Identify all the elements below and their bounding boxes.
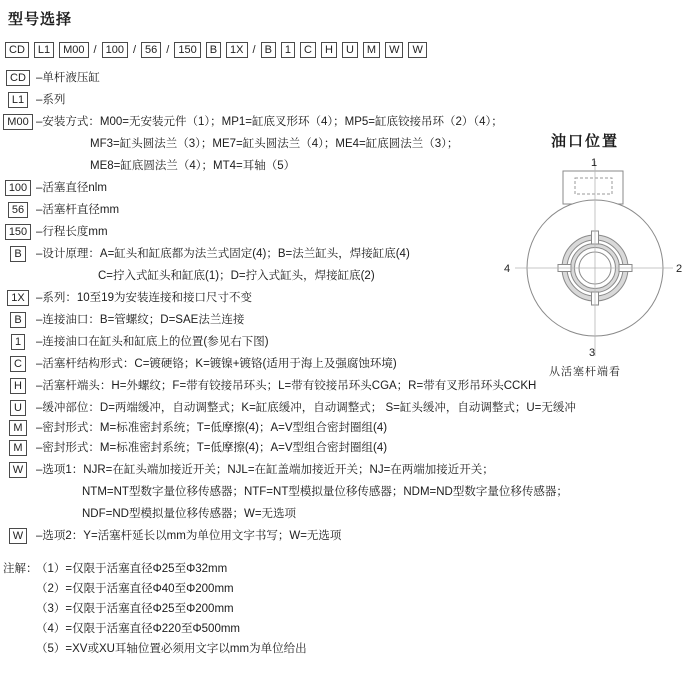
note-line: （2）=仅限于活塞直径Φ40至Φ200mm	[36, 583, 234, 595]
code-box: 56	[141, 42, 161, 58]
code-separator: /	[132, 44, 137, 56]
legend-text: –密封形式：M=标准密封系统；T=低摩擦(4)；A=V型组合密封圈组(4)	[36, 442, 388, 454]
code-box: L1	[34, 42, 54, 58]
legend-code-box: 100	[5, 180, 31, 196]
legend-text: MF3=缸头圆法兰（3）；ME7=缸头圆法兰（4）；ME4=缸底圆法兰（3）；	[90, 138, 459, 150]
code-box: 100	[102, 42, 128, 58]
note-line: （3）=仅限于活塞直径Φ25至Φ200mm	[36, 603, 234, 615]
code-box: B	[261, 42, 276, 58]
legend-code-box: M00	[3, 114, 32, 130]
code-box: M	[363, 42, 380, 58]
legend-code-box: 1	[11, 334, 25, 350]
legend-code-box: M	[9, 440, 26, 456]
legend-text: –活塞直径nlm	[36, 182, 107, 194]
note-line: （4）=仅限于活塞直径Φ220至Φ500mm	[36, 623, 240, 635]
legend-text: –选项1：NJR=在缸头端加接近开关；NJL=在缸盖端加接近开关；NJ=在两端加接近开关；	[36, 464, 494, 476]
legend-code-box: B	[10, 312, 25, 328]
model-code	[5, 42, 690, 58]
legend-text: –密封形式：M=标准密封系统；T=低摩擦(4)；A=V型组合密封圈组(4)	[36, 422, 388, 434]
port-label-4: 4	[503, 263, 511, 275]
code-box: 150	[174, 42, 200, 58]
code-box: M00	[59, 42, 88, 58]
legend-text: C=拧入式缸头和缸底(1)；D=拧入式缸头，焊接缸底(2)	[98, 270, 375, 282]
notes-label: 注解：	[3, 563, 38, 575]
legend-text: NTM=NT型数字量位移传感器；NTF=NT型模拟量位移传感器；NDM=ND型数字量位移传感器；	[82, 486, 568, 498]
legend-text: ME8=缸底圆法兰（4）；MT4=耳轴（5）	[90, 160, 296, 172]
document-page	[0, 8, 690, 659]
legend-code-box: 1X	[7, 290, 28, 306]
legend-text: –连接油口在缸头和缸底上的位置(参见右下图)	[36, 336, 269, 348]
port-block	[563, 171, 623, 204]
page-title: 型号选择	[8, 11, 73, 28]
legend-text: –连接油口：B=管螺纹；D=SAE法兰连接	[36, 314, 245, 326]
legend-text: –缓冲部位：D=两端缓冲，自动调整式；K=缸底缓冲，自动调整式； S=缸头缓冲，自动调整式；U=无缓冲	[36, 402, 576, 414]
diagram-title: 油口位置	[550, 133, 619, 150]
legend-text: –系列	[36, 94, 66, 106]
port-label-3: 3	[588, 347, 596, 359]
notes-section	[0, 559, 690, 659]
code-box: B	[206, 42, 221, 58]
legend-row-seal-2	[0, 437, 690, 459]
legend-code-box: B	[10, 246, 25, 262]
code-box: W	[385, 42, 403, 58]
code-box: U	[342, 42, 358, 58]
code-box: CD	[5, 42, 29, 58]
legend-row-l1	[0, 89, 690, 111]
code-box: 1	[281, 42, 295, 58]
legend-code-box: 56	[8, 202, 28, 218]
legend-text: –活塞杆端头：H=外螺纹；F=带有铰接吊环头；L=带有铰接吊环头CGA；R=带有叉形吊环头CCKH	[36, 380, 537, 392]
port-label-2: 2	[675, 263, 683, 275]
code-separator: /	[166, 44, 170, 56]
legend-text: –设计原理：A=缸头和缸底都为法兰式固定(4)；B=法兰缸头，焊接缸底(4)	[36, 248, 410, 260]
legend-code-box: 150	[5, 224, 31, 240]
legend-text: –选项2：Y=活塞杆延长以mm为单位用文字书写；W=无选项	[36, 530, 342, 542]
note-line: （1）=仅限于活塞直径Φ25至Φ32mm	[36, 563, 228, 575]
legend-code-box: W	[9, 462, 27, 478]
legend-code-box: CD	[6, 70, 30, 86]
oil-port-drawing	[480, 153, 690, 363]
legend-row-cd	[0, 67, 690, 89]
legend-code-box: H	[10, 378, 26, 394]
legend-text: –安装方式：M00=无安装元件（1）；MP1=缸底叉形环（4）；MP5=缸底铰接吊环（2）（4）；	[36, 116, 503, 128]
code-box: 1X	[226, 42, 247, 58]
legend-row-option-2	[0, 525, 690, 547]
port-label-1: 1	[590, 157, 598, 169]
legend-text: –系列：10至19为安装连接和接口尺寸不变	[36, 292, 252, 304]
legend-code-box: C	[10, 356, 26, 372]
legend-row-cushion	[0, 397, 690, 419]
oil-port-diagram	[480, 118, 690, 379]
code-box: W	[408, 42, 426, 58]
legend-text: –活塞杆结构形式：C=镀硬铬；K=镀镍+镀铬(适用于海上及强腐蚀环境)	[36, 358, 397, 370]
legend-text: –行程长度mm	[36, 226, 108, 238]
note-line: （5）=XV或XU耳轴位置必须用文字以mm为单位给出	[36, 643, 307, 655]
diagram-caption: 从活塞杆端看	[549, 366, 621, 378]
legend-code-box: L1	[8, 92, 28, 108]
legend-code-box: M	[9, 420, 26, 436]
legend-text: –活塞杆直径mm	[36, 204, 120, 216]
legend-code-box: U	[10, 400, 26, 416]
legend-row-seal-1	[0, 417, 690, 439]
code-box: H	[321, 42, 337, 58]
code-separator: /	[93, 44, 97, 56]
code-box: C	[300, 42, 316, 58]
legend-code-box: W	[9, 528, 27, 544]
notes-lines	[36, 559, 307, 659]
legend-text: –单杆液压缸	[36, 72, 100, 84]
legend-row-option-1	[0, 459, 690, 525]
legend-text: NDF=ND型模拟量位移传感器；W=无选项	[82, 508, 297, 520]
code-separator: /	[252, 44, 256, 56]
